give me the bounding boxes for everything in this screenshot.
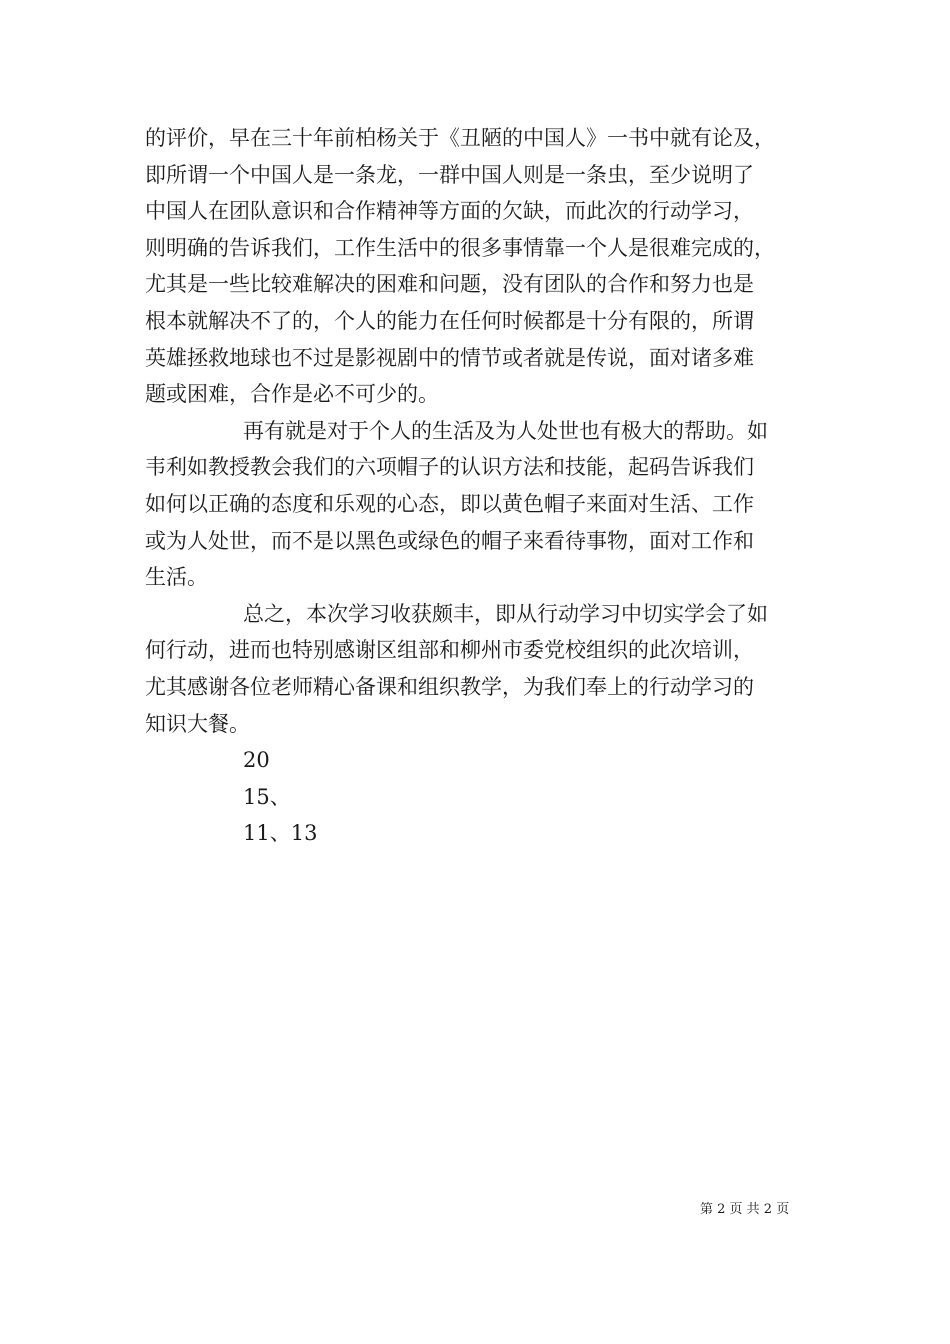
- text-line: 如何以正确的态度和乐观的心态，即以黄色帽子来面对生活、工作: [145, 491, 754, 516]
- paragraph-2: [145, 413, 810, 596]
- text-line: 或为人处世，而不是以黑色或绿色的帽子来看待事物，面对工作和: [145, 528, 754, 553]
- text-line: 生活。: [145, 565, 208, 590]
- date-block: [145, 742, 810, 852]
- text-line: 则明确的告诉我们，工作生活中的很多事情靠一个人是很难完成的，: [145, 235, 775, 260]
- text-line: 英雄拯救地球也不过是影视剧中的情节或者就是传说，面对诸多难: [145, 345, 754, 370]
- page-number-footer: 第 2 页 共 2 页: [700, 1202, 790, 1217]
- text-line: 韦利如教授教会我们的六项帽子的认识方法和技能，起码告诉我们: [145, 455, 754, 480]
- date-line: 15、: [243, 784, 291, 809]
- date-line: 20: [243, 748, 270, 773]
- text-line: 根本就解决不了的，个人的能力在任何时候都是十分有限的，所谓: [145, 308, 754, 333]
- document-body: [145, 120, 810, 852]
- paragraph-3: [145, 596, 810, 742]
- text-line: 尤其感谢各位老师精心备课和组织教学，为我们奉上的行动学习的: [145, 674, 754, 699]
- text-line: 总之，本次学习收获颇丰，即从行动学习中切实学会了如: [243, 601, 768, 626]
- paragraph-1: [145, 120, 810, 413]
- date-line: 11、13: [243, 821, 318, 846]
- text-line: 中国人在团队意识和合作精神等方面的欠缺，而此次的行动学习，: [145, 199, 754, 224]
- text-line: 题或困难，合作是必不可少的。: [145, 382, 439, 407]
- text-line: 尤其是一些比较难解决的困难和问题，没有团队的合作和努力也是: [145, 272, 754, 297]
- text-line: 即所谓一个中国人是一条龙，一群中国人则是一条虫，至少说明了: [145, 162, 754, 187]
- text-line: 知识大餐。: [145, 711, 250, 736]
- text-line: 的评价，早在三十年前柏杨关于《丑陋的中国人》一书中就有论及，: [145, 126, 775, 150]
- text-line: 再有就是对于个人的生活及为人处世也有极大的帮助。如: [243, 418, 768, 443]
- text-line: 何行动，进而也特别感谢区组部和柳州市委党校组织的此次培训，: [145, 638, 754, 663]
